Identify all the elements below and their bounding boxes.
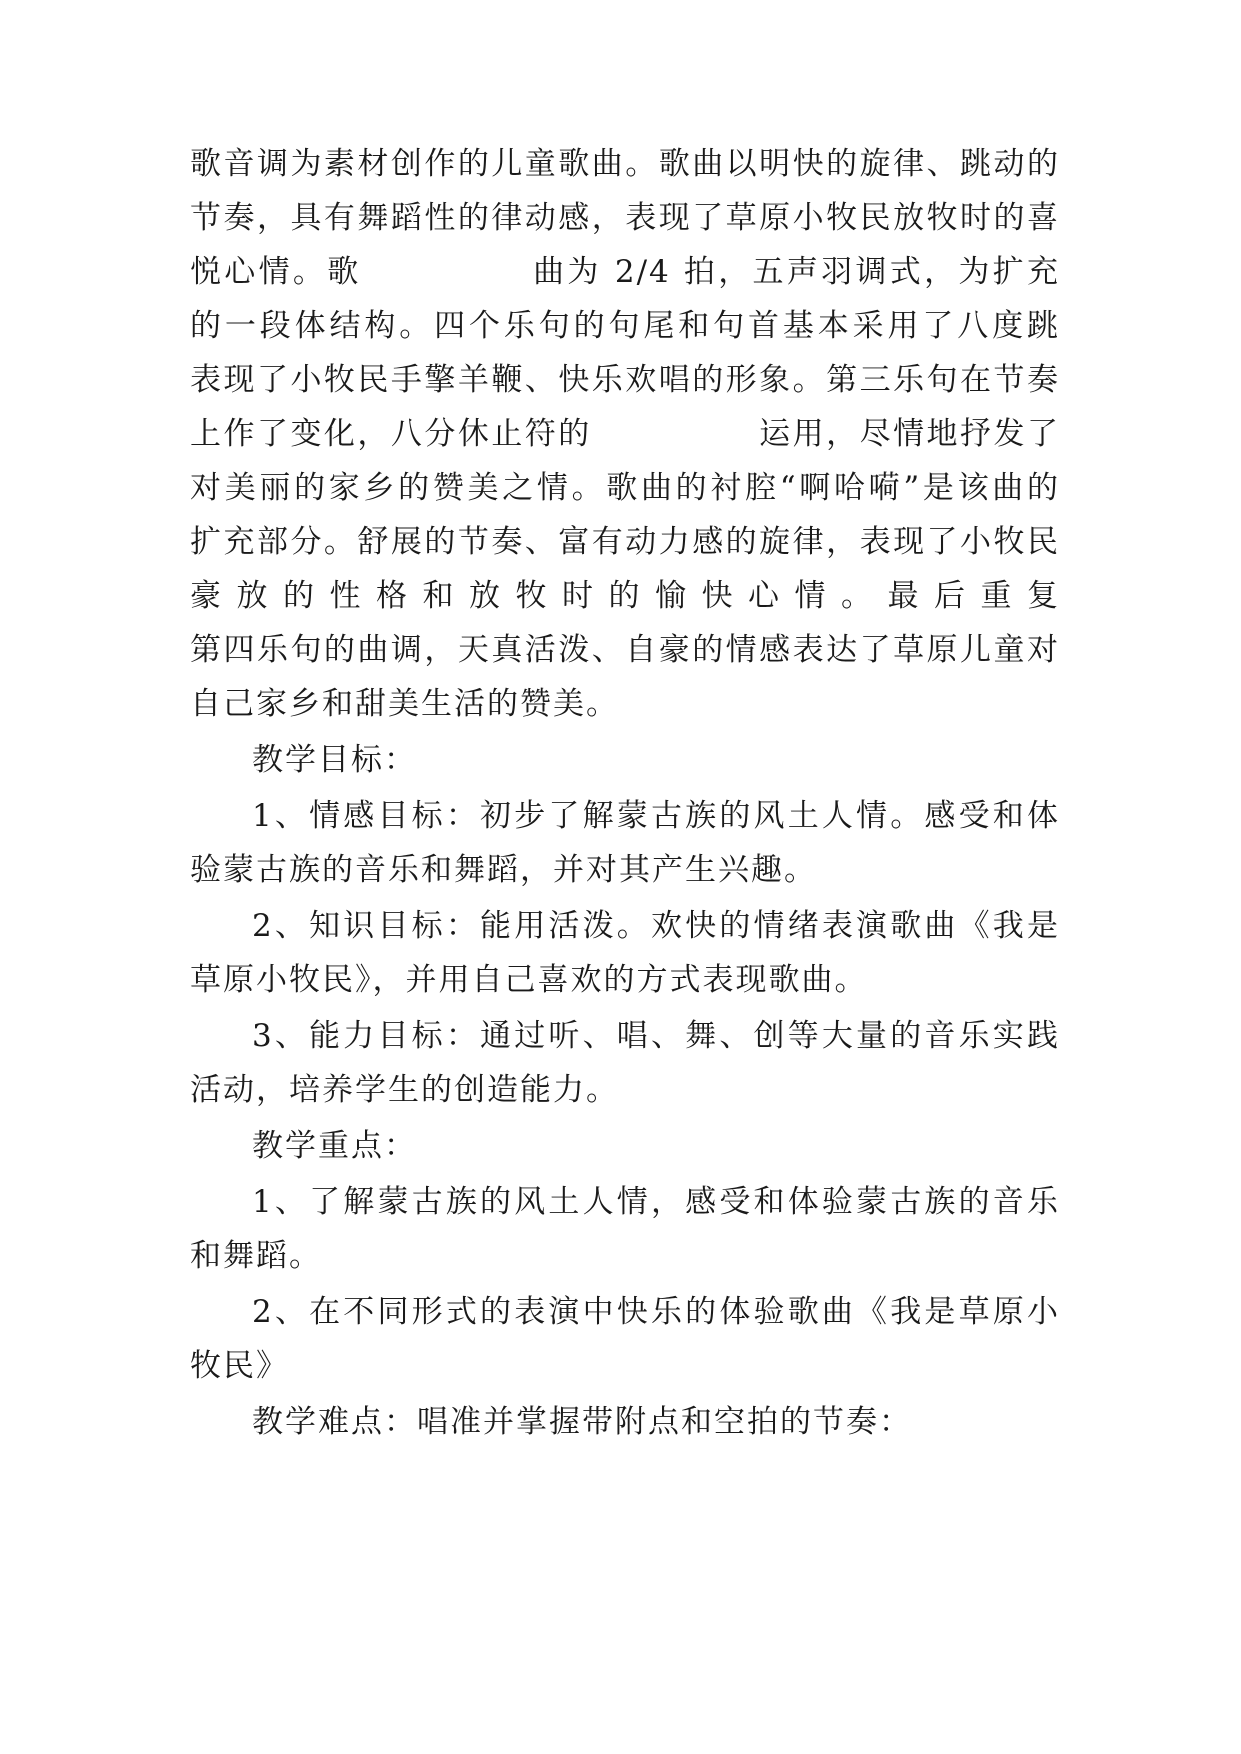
list-item-continuation: 验蒙古族的音乐和舞蹈，并对其产生兴趣。 [190, 852, 817, 888]
section-heading: 教学难点：唱准并掌握带附点和空拍的节奏： [252, 1404, 912, 1440]
list-item-continuation: 和舞蹈。 [190, 1238, 322, 1274]
body-line: 上作了变化，八分休止符的 运用，尽情地抒发了 [190, 416, 1060, 452]
list-item: 1、了解蒙古族的风土人情，感受和体验蒙古族的音乐 [252, 1184, 1060, 1220]
list-item-continuation: 草原小牧民》，并用自己喜欢的方式表现歌曲。 [190, 962, 868, 998]
section-heading: 教学目标： [252, 742, 417, 778]
body-line: 节奏，具有舞蹈性的律动感，表现了草原小牧民放牧时的喜 [190, 200, 1060, 236]
body-line: 歌音调为素材创作的儿童歌曲。歌曲以明快的旋律、跳动的 [190, 146, 1060, 182]
list-item: 2、知识目标：能用活泼。欢快的情绪表演歌曲《我是 [252, 908, 1060, 944]
list-item: 2、在不同形式的表演中快乐的体验歌曲《我是草原小 [252, 1294, 1060, 1330]
body-line: 的一段体结构。四个乐句的句尾和句首基本采用了八度跳 [190, 308, 1060, 344]
body-line: 自己家乡和甜美生活的赞美。 [190, 686, 619, 722]
body-line: 悦心情。歌 曲为 2/4 拍，五声羽调式，为扩充 [190, 254, 1060, 290]
body-line: 对美丽的家乡的赞美之情。歌曲的衬腔“啊哈嗬”是该曲的 [190, 470, 1060, 506]
list-item: 1、情感目标：初步了解蒙古族的风土人情。感受和体 [252, 798, 1060, 834]
body-line: 第四乐句的曲调，天真活泼、自豪的情感表达了草原儿童对 [190, 632, 1060, 668]
body-line: 豪放的性格和放牧时的愉快心情。最后重复 [190, 578, 1060, 614]
list-item-continuation: 活动，培养学生的创造能力。 [190, 1072, 619, 1108]
body-line: 表现了小牧民手擎羊鞭、快乐欢唱的形象。第三乐句在节奏 [190, 362, 1060, 398]
list-item: 3、能力目标：通过听、唱、舞、创等大量的音乐实践 [252, 1018, 1060, 1054]
section-heading: 教学重点： [252, 1128, 417, 1164]
list-item-continuation: 牧民》 [190, 1348, 289, 1384]
body-line: 扩充部分。舒展的节奏、富有动力感的旋律，表现了小牧民 [190, 524, 1060, 560]
